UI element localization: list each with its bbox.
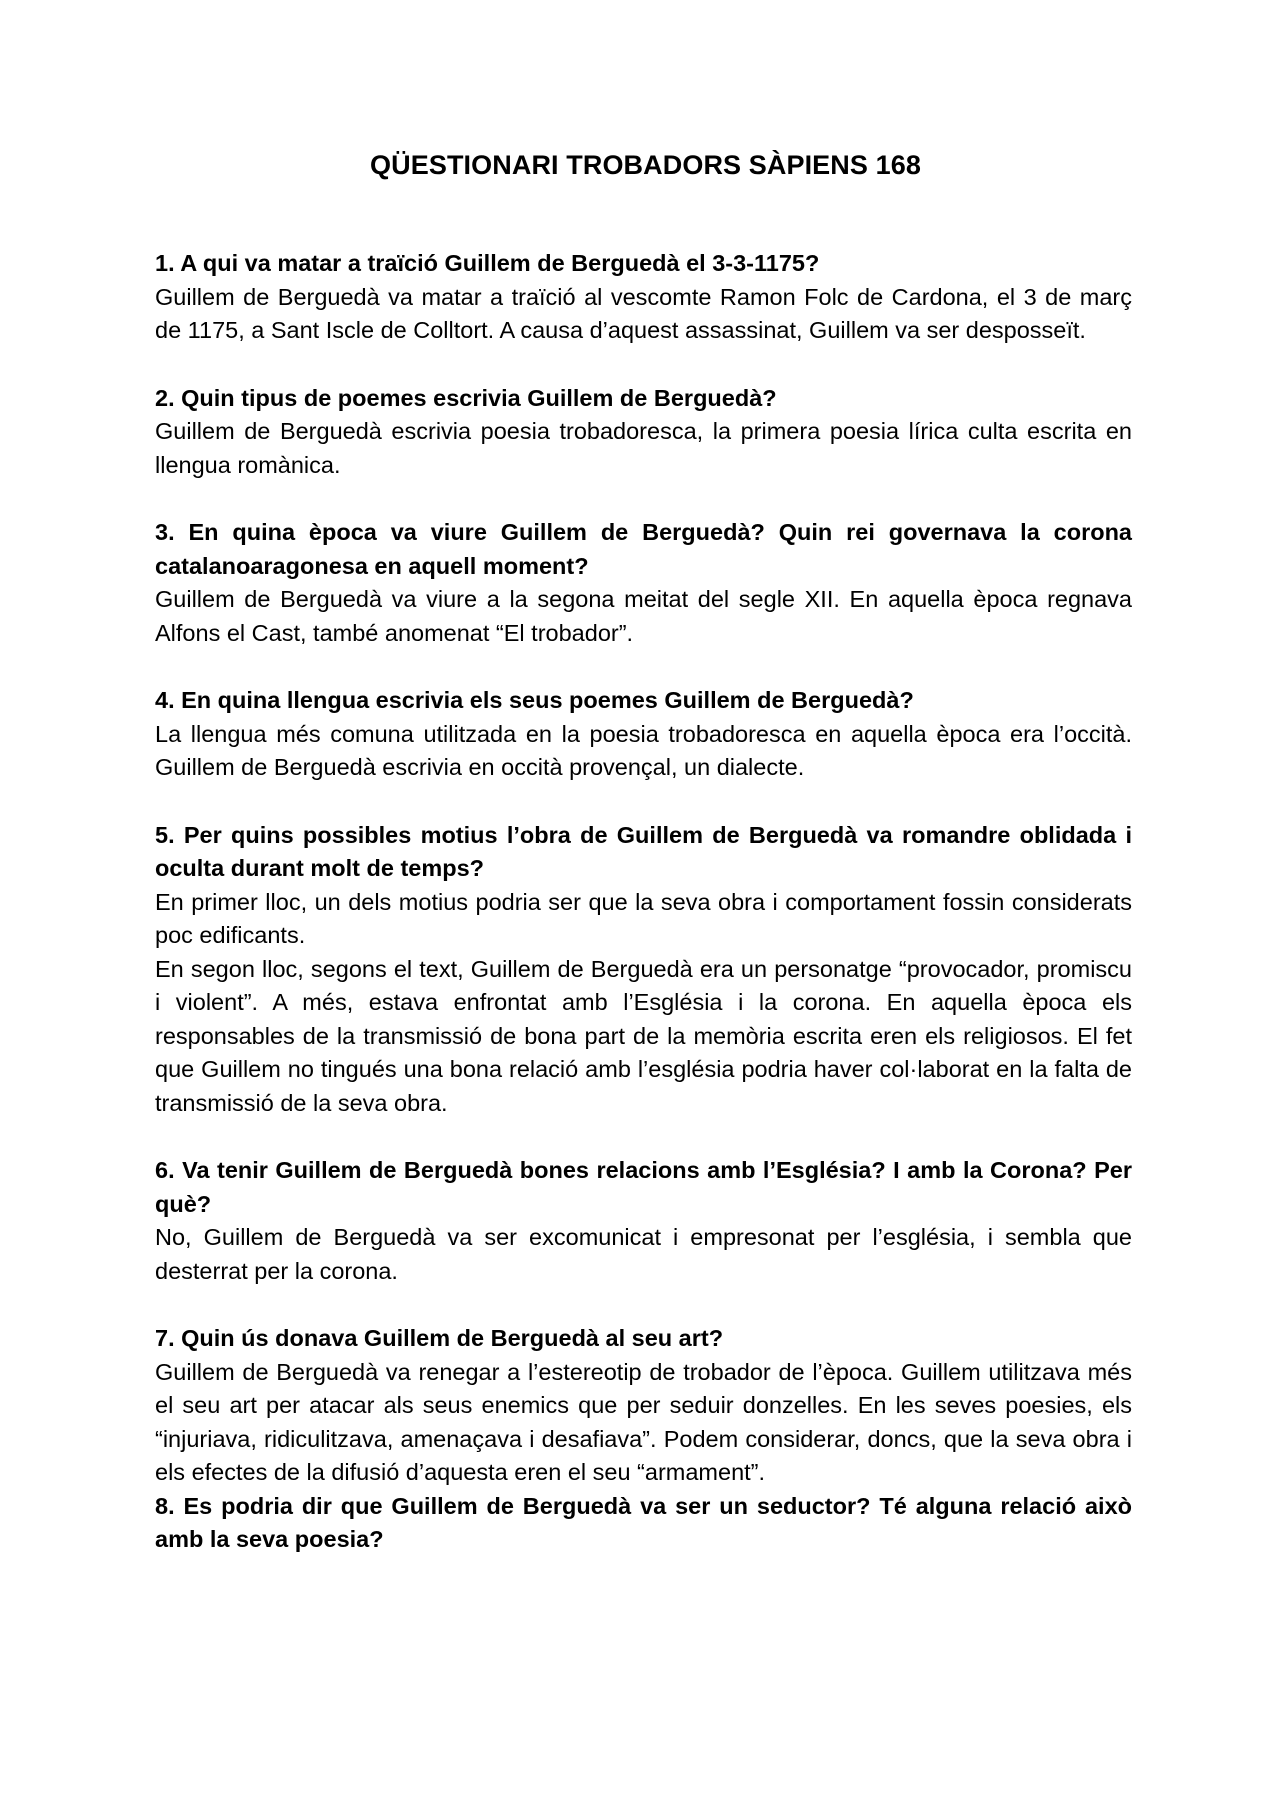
qa-item-8: [155, 1490, 1132, 1557]
question-7: 7. Quin ús donava Guillem de Berguedà al seu art?: [155, 1325, 724, 1351]
qa-item-6: [155, 1154, 1132, 1288]
qa-item-4: [155, 684, 1132, 785]
answer-4: La llengua més comuna utilitzada en la poesia trobadoresca en aquella època era l’occità. Guillem de Berguedà escrivia en occità provençal, un dialecte.: [155, 720, 1132, 780]
question-3: 3. En quina època va viure Guillem de Berguedà? Quin rei governava la corona catalanoaragonesa en aquell moment?: [155, 519, 1132, 579]
answer-5-paragraph-1: En primer lloc, un dels motius podria ser que la seva obra i comportament fossin considerats poc edificants.: [155, 888, 1132, 948]
qa-item-1: [155, 247, 1132, 348]
qa-item-3: [155, 516, 1132, 650]
document-title: QÜESTIONARI TROBADORS SÀPIENS 168: [370, 150, 921, 180]
answer-6: No, Guillem de Berguedà va ser excomunicat i empresonat per l’església, i sembla que desterrat per la corona.: [155, 1224, 1132, 1284]
answer-7: Guillem de Berguedà va renegar a l’estereotip de trobador de l’època. Guillem utilitzava més el seu art per atacar als seus enemics que per seduir donzelles. En les seves poesies, els “injuriava, ridiculitzava, amenaçava i desafiava”. Podem considerar, doncs, que la seva obra i els efectes de la difusió d’aquesta eren el seu “armament”.: [155, 1358, 1132, 1485]
answer-3: Guillem de Berguedà va viure a la segona meitat del segle XII. En aquella època regnava Alfons el Cast, també anomenat “El trobador”.: [155, 586, 1132, 646]
qa-item-5: [155, 819, 1132, 1121]
question-4: 4. En quina llengua escrivia els seus poemes Guillem de Berguedà?: [155, 687, 914, 713]
question-5: 5. Per quins possibles motius l’obra de Guillem de Berguedà va romandre oblidada i oculta durant molt de temps?: [155, 821, 1132, 881]
question-6: 6. Va tenir Guillem de Berguedà bones relacions amb l’Església? I amb la Corona? Per què?: [155, 1157, 1132, 1217]
qa-item-7: [155, 1322, 1132, 1490]
answer-2: Guillem de Berguedà escrivia poesia trobadoresca, la primera poesia lírica culta escrita en llengua romànica.: [155, 418, 1132, 478]
answer-5-paragraph-2: En segon lloc, segons el text, Guillem de Berguedà era un personatge “provocador, promiscu i violent”. A més, estava enfrontat amb l’Església i la corona. En aquella època els responsables de la transmissió de bona part de la memòria escrita eren els religiosos. El fet que Guillem no tingués una bona relació amb l’església podria haver col·laborat en la falta de transmissió de la seva obra.: [155, 955, 1132, 1116]
answer-1: Guillem de Berguedà va matar a traïció al vescomte Ramon Folc de Cardona, el 3 de març de 1175, a Sant Iscle de Colltort. A causa d’aquest assassinat, Guillem va ser desposseït.: [155, 283, 1132, 343]
question-2: 2. Quin tipus de poemes escrivia Guillem de Berguedà?: [155, 384, 777, 411]
question-8: 8. Es podria dir que Guillem de Berguedà va ser un seductor? Té alguna relació això amb la seva poesia?: [155, 1492, 1132, 1552]
question-1: 1. A qui va matar a traïció Guillem de Berguedà el 3-3-1175?: [155, 250, 820, 276]
qa-item-2: [155, 382, 1132, 483]
